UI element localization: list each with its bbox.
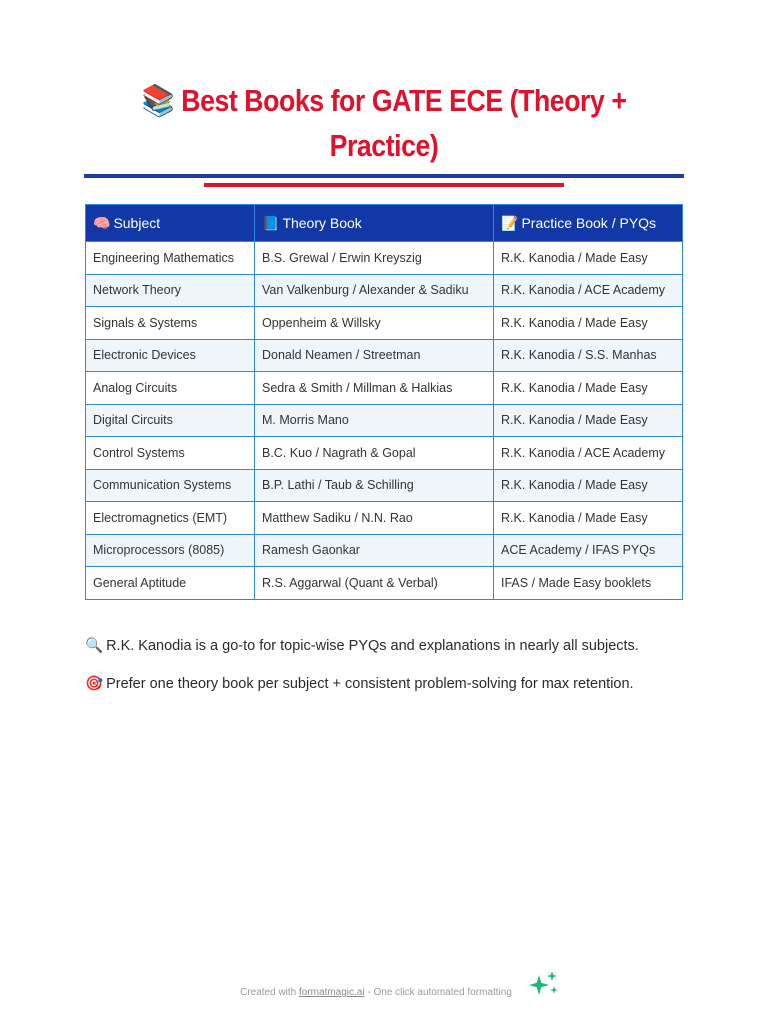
table-row <box>86 372 683 405</box>
cell-practice-book: R.K. Kanodia / Made Easy <box>494 502 683 535</box>
header-practice-book <box>494 205 683 242</box>
table-row <box>86 339 683 372</box>
sparkle-icon <box>528 971 560 997</box>
cell-theory-book: M. Morris Mano <box>255 404 494 437</box>
cell-theory-book: Sedra & Smith / Millman & Halkias <box>255 372 494 405</box>
table-row <box>86 274 683 307</box>
target-icon: 🎯 <box>85 676 104 692</box>
cell-theory-book: R.S. Aggarwal (Quant & Verbal) <box>255 567 494 600</box>
cell-subject: Electromagnetics (EMT) <box>86 502 255 535</box>
cell-theory-book: Oppenheim & Willsky <box>255 307 494 340</box>
cell-subject: Digital Circuits <box>86 404 255 437</box>
cell-subject: General Aptitude <box>86 567 255 600</box>
cell-practice-book: R.K. Kanodia / S.S. Manhas <box>494 339 683 372</box>
blue-book-icon: 📘 <box>262 214 280 231</box>
sparkle-small-top <box>547 971 557 981</box>
sparkle-small-bottom <box>550 986 558 994</box>
cell-theory-book: Donald Neamen / Streetman <box>255 339 494 372</box>
table-header-row <box>86 205 683 242</box>
table-row <box>86 502 683 535</box>
cell-theory-book: Van Valkenburg / Alexander & Sadiku <box>255 274 494 307</box>
table-row <box>86 534 683 567</box>
note-kanodia-text: R.K. Kanodia is a go-to for topic-wise PYQs and explanations in nearly all subjects. <box>106 638 639 654</box>
cell-practice-book: ACE Academy / IFAS PYQs <box>494 534 683 567</box>
footer-link[interactable]: formatmagic.ai <box>299 987 365 998</box>
note-strategy <box>85 675 634 692</box>
note-kanodia <box>85 637 639 654</box>
table-row <box>86 242 683 275</box>
header-theory-book <box>255 205 494 242</box>
note-strategy-text: Prefer one theory book per subject + consistent problem-solving for max retention. <box>106 676 634 692</box>
cell-theory-book: B.S. Grewal / Erwin Kreyszig <box>255 242 494 275</box>
memo-icon: 📝 <box>501 214 519 231</box>
cell-practice-book: R.K. Kanodia / Made Easy <box>494 242 683 275</box>
cell-theory-book: B.P. Lathi / Taub & Schilling <box>255 469 494 502</box>
cell-practice-book: IFAS / Made Easy booklets <box>494 567 683 600</box>
cell-practice-book: R.K. Kanodia / Made Easy <box>494 307 683 340</box>
table-row <box>86 307 683 340</box>
sparkle-large <box>529 975 549 995</box>
footer-prefix: Created with <box>240 987 300 998</box>
books-table <box>85 204 683 600</box>
cell-subject: Network Theory <box>86 274 255 307</box>
cell-subject: Analog Circuits <box>86 372 255 405</box>
cell-practice-book: R.K. Kanodia / ACE Academy <box>494 437 683 470</box>
cell-subject: Communication Systems <box>86 469 255 502</box>
cell-subject: Electronic Devices <box>86 339 255 372</box>
cell-subject: Microprocessors (8085) <box>86 534 255 567</box>
header-subject <box>86 205 255 242</box>
books-icon: 📚 <box>141 83 175 118</box>
cell-theory-book: Matthew Sadiku / N.N. Rao <box>255 502 494 535</box>
footer-suffix: - One click automated formatting <box>364 987 512 998</box>
page-title <box>126 78 642 168</box>
cell-practice-book: R.K. Kanodia / Made Easy <box>494 372 683 405</box>
cell-theory-book: B.C. Kuo / Nagrath & Gopal <box>255 437 494 470</box>
table-row <box>86 437 683 470</box>
table-row <box>86 469 683 502</box>
cell-practice-book: R.K. Kanodia / Made Easy <box>494 469 683 502</box>
cell-practice-book: R.K. Kanodia / ACE Academy <box>494 274 683 307</box>
header-subject-label: Subject <box>113 214 161 231</box>
cell-subject: Signals & Systems <box>86 307 255 340</box>
brain-icon: 🧠 <box>93 214 111 231</box>
title-underline-red <box>204 183 564 187</box>
title-underline-blue <box>84 174 684 178</box>
magnifier-icon: 🔍 <box>85 638 104 654</box>
cell-theory-book: Ramesh Gaonkar <box>255 534 494 567</box>
header-theory-label: Theory Book <box>282 214 362 231</box>
table-row <box>86 567 683 600</box>
cell-subject: Control Systems <box>86 437 255 470</box>
cell-practice-book: R.K. Kanodia / Made Easy <box>494 404 683 437</box>
cell-subject: Engineering Mathematics <box>86 242 255 275</box>
header-practice-label: Practice Book / PYQs <box>521 214 657 231</box>
table-row <box>86 404 683 437</box>
page-title-text: Best Books for GATE ECE (Theory + Practice) <box>181 83 627 163</box>
footer <box>0 987 752 998</box>
